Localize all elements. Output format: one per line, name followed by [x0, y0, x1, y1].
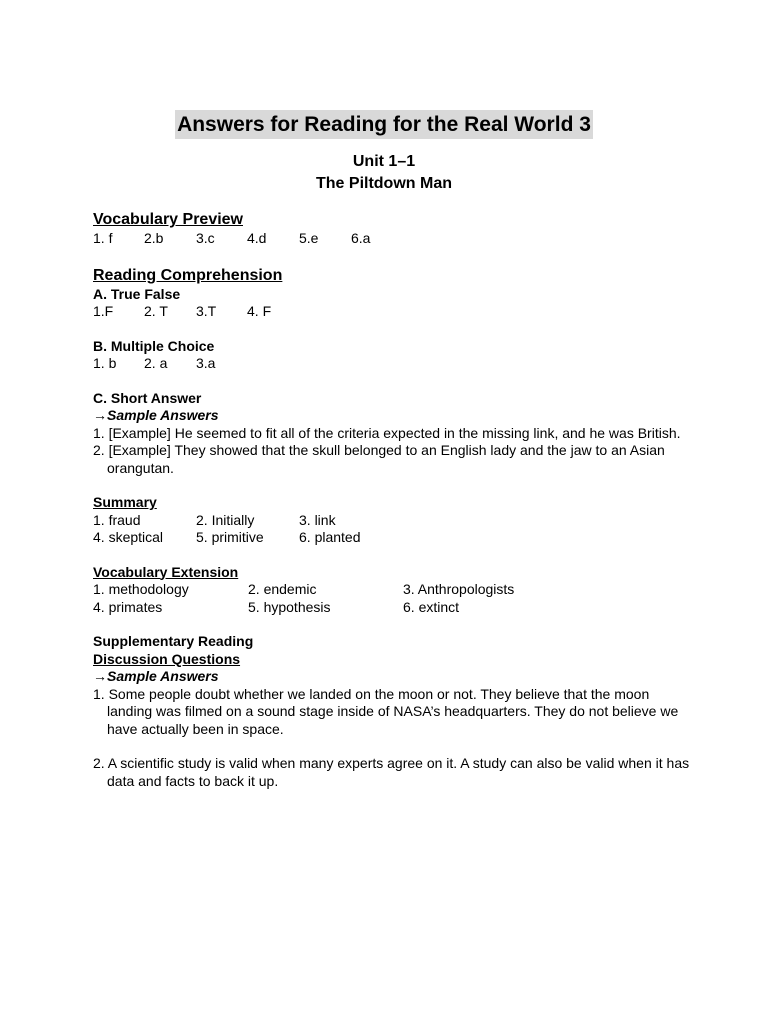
sample-answers-text: Sample Answers: [107, 668, 219, 684]
answer-item: 5. hypothesis: [248, 598, 331, 615]
answer-item: 1. b: [93, 355, 117, 371]
multiple-choice-heading: B. Multiple Choice: [93, 337, 215, 354]
answer-item: 2. endemic: [248, 581, 317, 597]
answer-item: 4. primates: [93, 598, 163, 615]
answer-item: 5.e: [299, 230, 319, 246]
answer-item: 2. Initially: [196, 511, 255, 528]
vocab-preview-answers: [93, 230, 693, 248]
arrow-icon: →: [93, 668, 107, 684]
answer-item: 5. primitive: [196, 529, 264, 545]
short-answer-2: 2. [Example] They showed that the skull belonged to an English lady and the jaw to an Asian orangutan.: [93, 442, 665, 476]
answer-item: 3. Anthropologists: [403, 581, 515, 597]
vocab-extension-row-2: [93, 599, 693, 617]
vocab-preview-heading: Vocabulary Preview: [93, 211, 243, 228]
unit-title: The Piltdown Man: [316, 175, 452, 192]
vocab-extension-heading: Vocabulary Extension: [93, 563, 239, 580]
short-answer-heading: C. Short Answer: [93, 389, 202, 406]
sample-answers-label: [93, 668, 693, 686]
answer-item: 2. a: [144, 355, 168, 371]
unit-heading: [0, 151, 768, 195]
spacer: [93, 248, 693, 266]
spacer: [93, 477, 693, 494]
answer-item: 2. T: [144, 303, 168, 319]
answer-content: [93, 210, 693, 790]
spacer: [93, 738, 693, 755]
discussion-answer-2: 2. A scientific study is valid when many experts agree on it. A study can also be valid when it has data and facts to back it up.: [93, 755, 690, 789]
answer-item: 1. fraud: [93, 511, 141, 528]
sample-answers-text: Sample Answers: [107, 407, 219, 423]
document-title: Answers for Reading for the Real World 3: [175, 110, 593, 139]
answer-item: 3.c: [196, 230, 215, 246]
spacer: [93, 616, 693, 633]
spacer: [93, 373, 693, 390]
answer-item: 6. planted: [299, 529, 361, 545]
answer-item: 4. skeptical: [93, 529, 164, 545]
answer-item: 4. F: [247, 303, 272, 319]
summary-heading: Summary: [93, 494, 157, 510]
multiple-choice-answers: [93, 355, 693, 373]
arrow-icon: →: [93, 407, 107, 423]
answer-item: 6. extinct: [403, 598, 460, 615]
short-answer-1: 1. [Example] He seemed to fit all of the criteria expected in the missing link, and he was British.: [93, 424, 681, 441]
unit-number: Unit 1–1: [352, 153, 416, 170]
answer-item: 3.T: [196, 303, 217, 319]
discussion-questions-heading: Discussion Questions: [93, 650, 241, 667]
spacer: [93, 321, 693, 338]
answer-item: 1. f: [93, 230, 113, 246]
answer-item: 4.d: [247, 230, 267, 246]
summary-row-2: [93, 529, 693, 547]
spacer: [93, 547, 693, 564]
title-container: [0, 110, 768, 139]
true-false-heading: A. True False: [93, 285, 181, 302]
answer-item: 3. link: [299, 511, 336, 528]
answer-item: 6.a: [351, 230, 371, 246]
discussion-answer-1: 1. Some people doubt whether we landed on the moon or not. They believe that the moon landing was filmed on a sound stage inside of NASA’s headquarters. They do not believe we have actually been in space.: [93, 685, 679, 737]
answer-item: 3.a: [196, 355, 216, 371]
true-false-answers: [93, 303, 693, 321]
summary-row-1: [93, 512, 693, 530]
sample-answers-label: [93, 407, 693, 425]
vocab-extension-row-1: [93, 581, 693, 599]
reading-comprehension-heading: Reading Comprehension: [93, 266, 283, 284]
answer-item: 2.b: [144, 230, 164, 246]
answer-item: 1. methodology: [93, 581, 189, 597]
answer-item: 1.F: [93, 303, 114, 319]
supplementary-reading-heading: Supplementary Reading: [93, 633, 254, 649]
